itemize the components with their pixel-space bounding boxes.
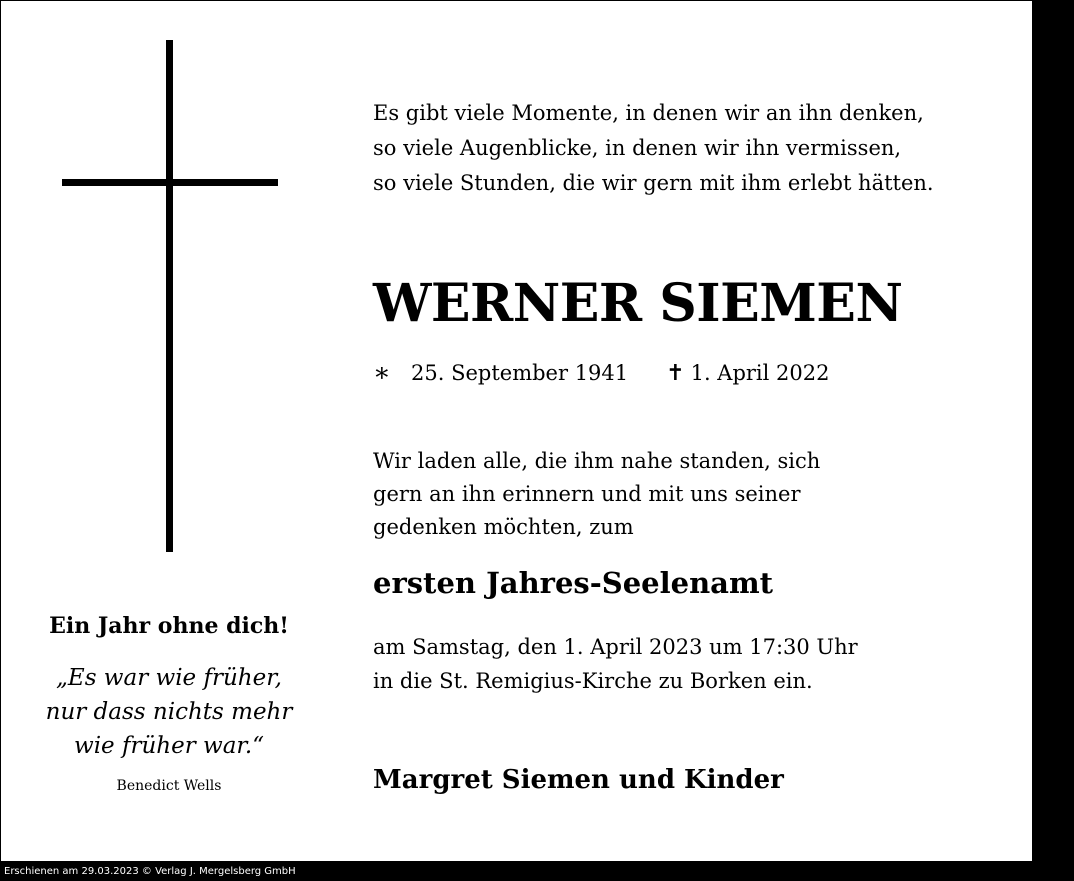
event-title: ersten Jahres-Seelenamt	[373, 566, 774, 600]
invitation-line: gedenken möchten, zum	[373, 515, 634, 539]
quote-line: nur dass nichts mehr	[45, 699, 293, 725]
verse-line: so viele Augenblicke, in denen wir ihn vermissen,	[373, 136, 902, 160]
death-date: 1. April 2022	[690, 361, 830, 385]
verse-line: Es gibt viele Momente, in denen wir an ihn denken,	[373, 101, 924, 125]
invitation-line: gern an ihn erinnern und mit uns seiner	[373, 482, 801, 506]
quote-author: Benedict Wells	[116, 778, 222, 794]
quote-heading: Ein Jahr ohne dich!	[49, 613, 289, 639]
cross-vertical-bar	[166, 40, 173, 552]
event-detail-line: am Samstag, den 1. April 2023 um 17:30 Uhr	[373, 635, 858, 659]
birth-date: 25. September 1941	[411, 361, 629, 385]
death-cross-icon: ✝	[666, 360, 685, 386]
invitation-text	[373, 445, 820, 544]
verse-line: so viele Stunden, die wir gern mit ihm erlebt hätten.	[373, 171, 934, 195]
event-details	[373, 630, 858, 698]
invitation-line: Wir laden alle, die ihm nahe standen, sich	[373, 449, 821, 473]
quote-text	[41, 661, 297, 763]
life-dates	[373, 358, 830, 388]
signature: Margret Siemen und Kinder	[373, 765, 784, 795]
quote-line: wie früher war.“	[74, 733, 264, 759]
deceased-name: WERNER SIEMEN	[373, 273, 903, 334]
birth-star-icon: ∗	[373, 358, 391, 388]
cross-horizontal-bar	[62, 179, 278, 186]
quote-line: „Es war wie früher,	[55, 665, 282, 691]
event-detail-line: in die St. Remigius-Kirche zu Borken ein.	[373, 669, 813, 693]
verse	[373, 96, 934, 201]
publication-footer: Erschienen am 29.03.2023 © Verlag J. Mergelsberg GmbH	[4, 866, 296, 877]
